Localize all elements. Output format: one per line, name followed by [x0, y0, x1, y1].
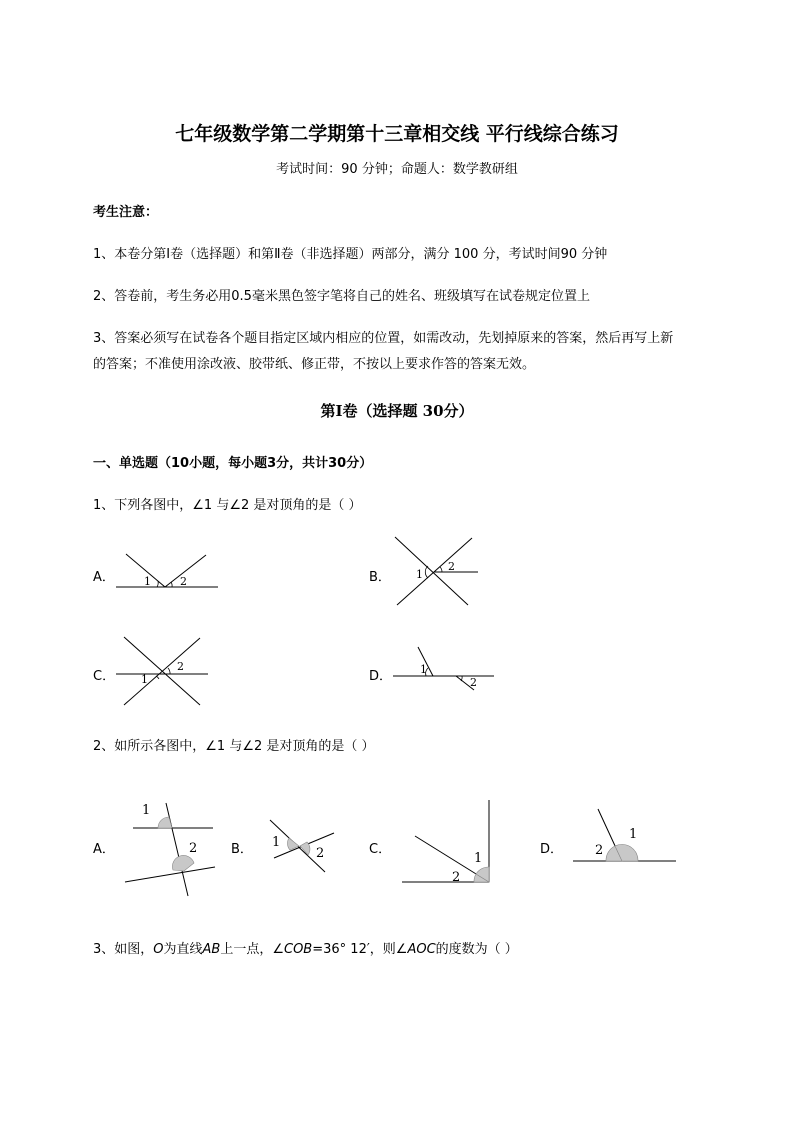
q2-option-c-label: C．	[369, 842, 392, 857]
exam-subtitle: 考试时间：90 分钟；命题人：数学教研组	[276, 162, 518, 177]
q2-figure-d	[570, 806, 680, 866]
q3-mid3: =36° 12′，则∠	[312, 942, 408, 957]
section-title: 第Ⅰ卷（选择题 30分）	[320, 402, 474, 420]
notice-item-1: 1、本卷分第Ⅰ卷（选择题）和第Ⅱ卷（非选择题）两部分，满分 100 分，考试时间90 分钟	[93, 247, 608, 262]
notice-heading: 考生注意：	[93, 205, 159, 220]
q1-option-d-label: D．	[369, 669, 393, 684]
q2b-angle-1-label: 1	[272, 835, 281, 850]
question-1-text: 1、下列各图中，∠1 与∠2 是对顶角的是（ ）	[93, 498, 362, 513]
notice-item-2: 2、答卷前，考生务必用0.5毫米黑色签字笔将自己的姓名、班级填写在试卷规定位置上	[93, 289, 590, 304]
q2c-angle-2-label: 2	[452, 870, 461, 885]
question-2-text: 2、如所示各图中，∠1 与∠2 是对顶角的是（ ）	[93, 739, 375, 754]
notice-item-3: 3、答案必须写在试卷各个题目指定区域内相应的位置，如需改动，先划掉原来的答案，然后再写上新	[93, 331, 674, 346]
q1-option-a-label: A．	[93, 570, 115, 585]
q1-option-b-label: B．	[369, 570, 391, 585]
q2a-angle-2-label: 2	[189, 841, 198, 856]
q1d-angle-1-label: 1	[420, 663, 427, 676]
q2c-angle-1-label: 1	[474, 851, 483, 866]
q1a-angle-1-label: 1	[144, 575, 151, 588]
part-heading: 一、单选题（10小题，每小题3分，共计30分）	[93, 456, 373, 471]
q2-option-b-label: B．	[231, 842, 253, 857]
q1-figure-b	[390, 534, 485, 609]
q3-angle-cob: COB	[284, 942, 313, 957]
q1b-angle-1-label: 1	[416, 568, 423, 581]
notice-item-3-cont: 的答案；不准使用涂改液、胶带纸、修正带，不按以上要求作答的答案无效。	[93, 357, 536, 372]
q1b-angle-2-label: 2	[448, 560, 455, 573]
page-title: 七年级数学第二学期第十三章相交线 平行线综合练习	[175, 123, 619, 145]
q2a-angle-1-label: 1	[142, 803, 151, 818]
q2-figure-b	[262, 812, 342, 877]
q2-figure-a	[120, 790, 220, 900]
q1d-angle-2-label: 2	[470, 676, 477, 689]
q1-figure-a	[112, 548, 222, 593]
q1c-angle-2-label: 2	[177, 660, 184, 673]
q3-line-ab: AB	[202, 942, 221, 957]
q1-figure-c	[112, 634, 217, 709]
q3-suffix: 的度数为（ ）	[435, 942, 518, 957]
q2-option-a-label: A．	[93, 842, 115, 857]
q1-figure-d	[390, 644, 498, 692]
q2-figure-c	[400, 798, 495, 888]
q1c-angle-1-label: 1	[141, 673, 148, 686]
q1a-angle-2-label: 2	[180, 575, 187, 588]
q2-option-d-label: D．	[540, 842, 564, 857]
q1-option-c-label: C．	[93, 669, 116, 684]
q2d-angle-2-label: 2	[595, 843, 604, 858]
question-3-text	[93, 938, 518, 957]
q3-prefix: 3、如图，	[93, 942, 154, 957]
q2d-angle-1-label: 1	[629, 827, 638, 842]
q3-angle-aoc: AOC	[407, 942, 436, 957]
q3-mid2: 上一点，∠	[220, 942, 284, 957]
q3-point-o: O	[153, 942, 164, 957]
q3-mid1: 为直线	[163, 942, 203, 957]
q2b-angle-2-label: 2	[316, 846, 325, 861]
